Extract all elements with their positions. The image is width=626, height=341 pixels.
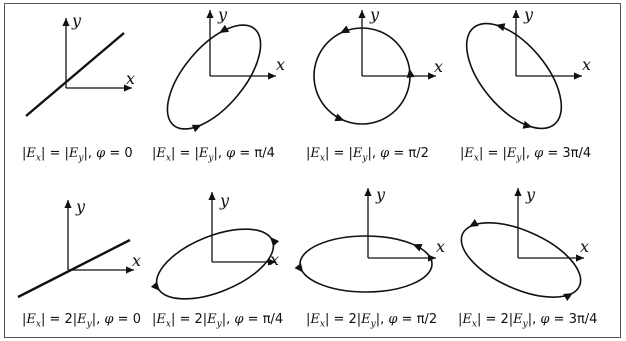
y-axis-arrowhead: [514, 188, 521, 196]
y-axis-label: y: [370, 5, 380, 24]
y-axis-label: y: [376, 185, 386, 204]
panel-2: [151, 5, 286, 145]
y-axis-label: y: [526, 185, 536, 204]
rotation-arrowhead: [270, 237, 279, 246]
y-axis-label: y: [218, 5, 228, 24]
panel-3-caption: $|E_x| = |E_y|$, φ = π/2: [306, 146, 429, 164]
x-axis-label: x: [434, 57, 444, 76]
rotation-arrowhead: [295, 263, 304, 273]
panel-8-caption: $|E_x| = 2|E_y|$, φ = 3π/4: [458, 312, 598, 330]
linear-polarization-line: [26, 33, 124, 116]
x-axis-label: x: [436, 237, 446, 256]
y-axis-arrowhead: [64, 200, 71, 208]
panel-2-caption: $|E_x| = |E_y|$, φ = π/4: [152, 146, 275, 164]
y-axis-label: y: [76, 197, 86, 216]
panel-1: [26, 11, 135, 116]
y-axis-arrowhead: [208, 192, 215, 200]
y-axis-label: y: [220, 191, 230, 210]
x-axis-arrowhead: [574, 72, 582, 79]
x-axis-label: x: [582, 55, 592, 74]
rotation-arrowhead: [334, 114, 344, 122]
panel-8: [451, 185, 592, 313]
panel-1-caption: $|E_x| = |E_y|$, φ = 0: [22, 146, 133, 164]
x-axis-label: x: [132, 251, 142, 270]
y-axis-arrowhead: [62, 18, 69, 26]
x-axis-label: x: [580, 237, 590, 256]
panel-7: [295, 185, 445, 292]
polarization-ellipse: [300, 236, 432, 292]
y-axis-arrowhead: [358, 10, 365, 18]
x-axis-arrowhead: [268, 72, 276, 79]
x-axis-label: x: [270, 250, 280, 269]
figure-frame: [5, 4, 621, 338]
linear-polarization-line: [18, 240, 130, 297]
rotation-arrowhead: [151, 282, 160, 291]
panel-6-caption: $|E_x| = 2|E_y|$, φ = π/4: [152, 312, 284, 330]
panel-5: [18, 197, 141, 297]
y-axis-label: y: [72, 11, 82, 30]
y-axis-label: y: [524, 5, 534, 24]
x-axis-label: x: [276, 55, 286, 74]
y-axis-arrowhead: [512, 10, 519, 18]
panel-5-caption: $|E_x| = 2|E_y|$, φ = 0: [22, 312, 141, 330]
panel-7-caption: $|E_x| = 2|E_y|$, φ = π/2: [306, 312, 438, 330]
polarization-ellipse: [147, 215, 283, 313]
panel-6: [147, 191, 283, 313]
y-axis-arrowhead: [206, 10, 213, 18]
panel-4-caption: $|E_x| = |E_y|$, φ = 3π/4: [460, 146, 592, 164]
rotation-arrowhead: [407, 68, 415, 78]
panel-4: [449, 5, 591, 145]
polarization-ellipse: [151, 9, 278, 144]
x-axis-label: x: [126, 69, 136, 88]
panel-3: [314, 5, 443, 124]
y-axis-arrowhead: [364, 188, 371, 196]
